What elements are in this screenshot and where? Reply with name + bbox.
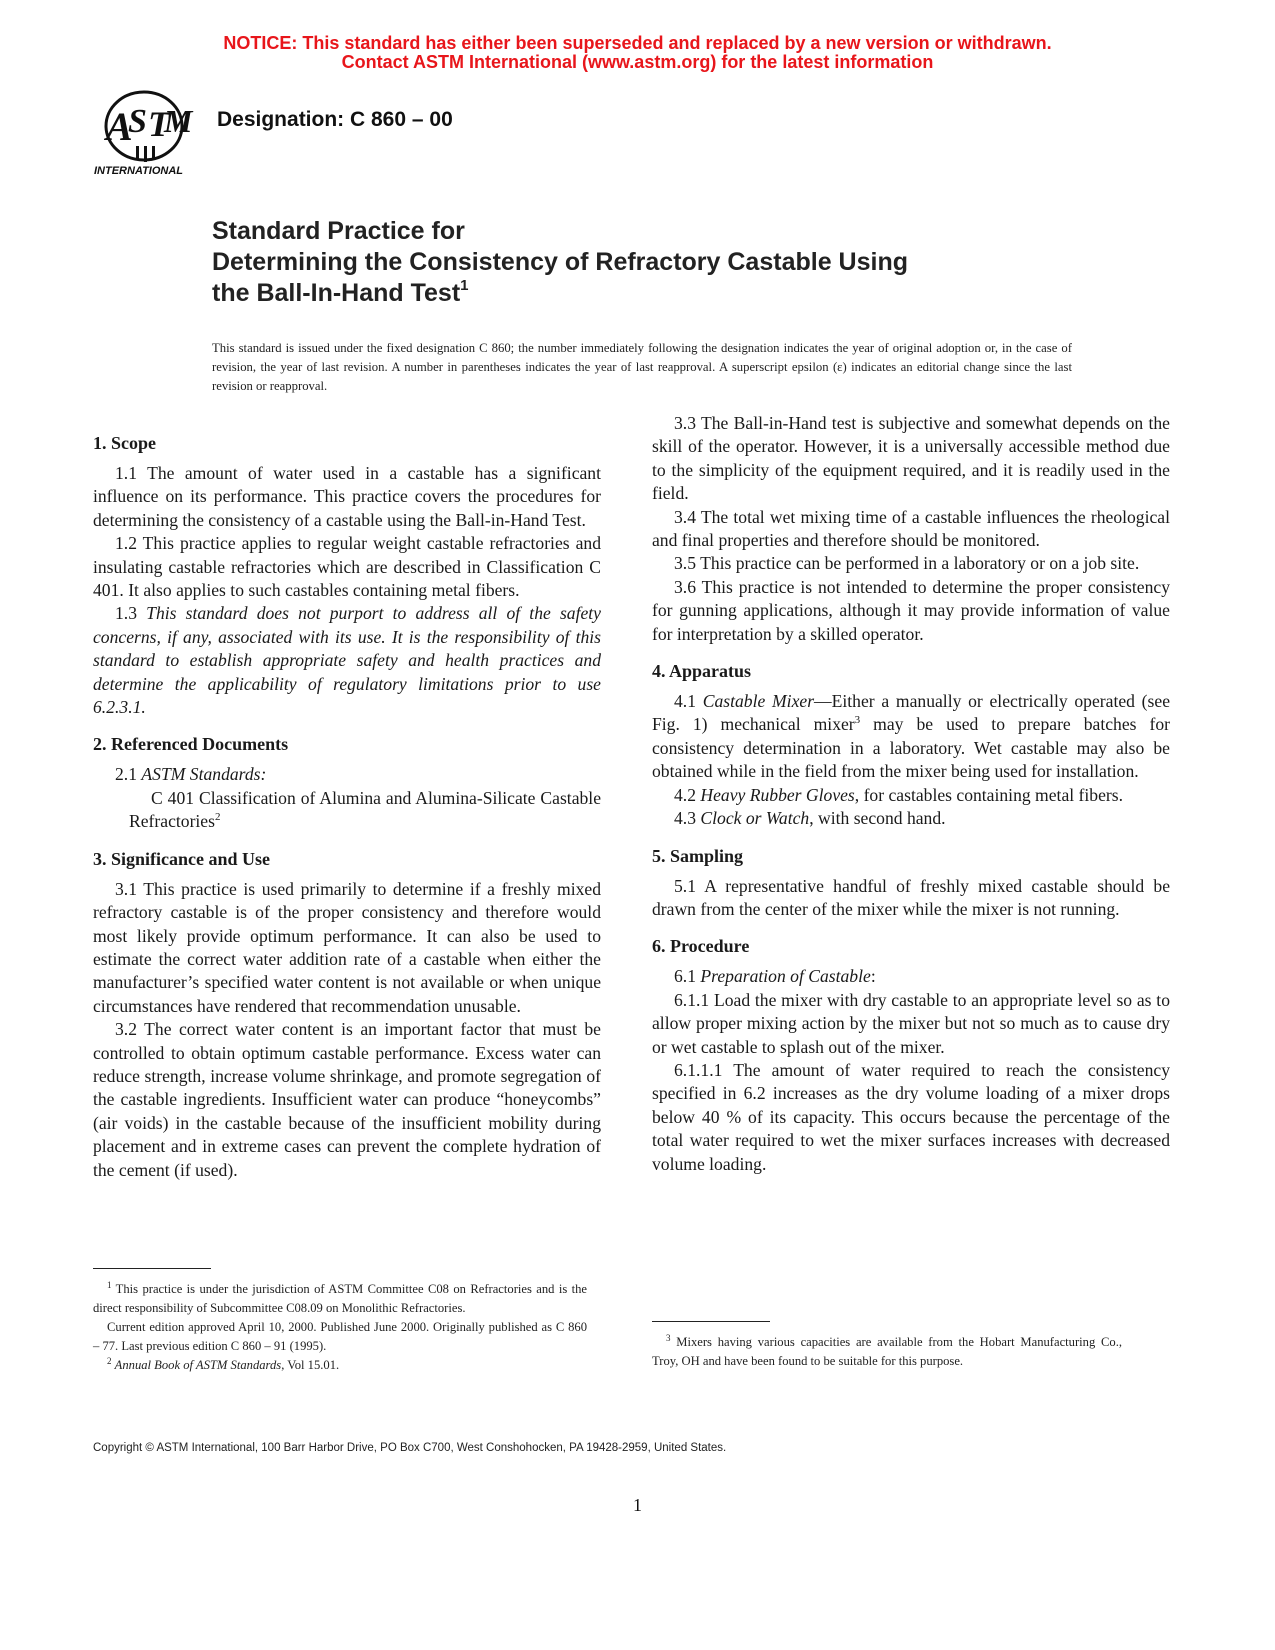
- left-column: [93, 432, 601, 1196]
- issuance-statement: This standard is issued under the fixed designation C 860; the number immediately following the designation indicates the year of original adoption or, in the case of revision, the year of last revision. A number in parentheses indicates the year of last reapproval. A superscript epsilon (ε) indicates an editorial change since the last revision or reapproval.: [212, 341, 1072, 393]
- paragraph-1-2: 1.2 This practice applies to regular weight castable refractories and insulating castable refractories which are described in Classification C 401. It also applies to such castables containing metal fibers.: [93, 533, 601, 601]
- footnote-rule: [652, 1321, 770, 1322]
- section-heading: 5. Sampling: [652, 845, 744, 866]
- para-text: , for castables containing metal fibers.: [854, 784, 1123, 805]
- footnote-2: [93, 1356, 587, 1375]
- footnote-number: 2: [107, 1355, 112, 1366]
- para-number: 4.3: [674, 808, 696, 829]
- term: Clock or Watch: [700, 808, 810, 829]
- designation: Designation: C 860 – 00: [217, 108, 453, 131]
- title-line-3-text: the Ball-In-Hand Test: [212, 279, 461, 307]
- section-apparatus: [652, 660, 1170, 830]
- right-column: [652, 412, 1170, 1190]
- section-heading: 2. Referenced Documents: [93, 734, 289, 755]
- section-significance-cont: [652, 412, 1170, 646]
- footnotes-right: [652, 1333, 1122, 1371]
- paragraph-6-1-1: 6.1.1 Load the mixer with dry castable to an appropriate level so as to allow proper mixing action by the mixer but not so much as to cause dry or wet castable to splash out of the mixer.: [652, 989, 1170, 1057]
- footnote-number: 1: [107, 1279, 112, 1290]
- paragraph-3-3: 3.3 The Ball-in-Hand test is subjective and somewhat depends on the skill of the operator. However, it is a universally accessible method due to the simplicity of the equipment required, and it is readily used in the field.: [652, 413, 1170, 504]
- svg-text:S: S: [128, 103, 147, 140]
- title-line-1: Standard Practice for: [212, 217, 465, 245]
- paragraph-3-1: 3.1 This practice is used primarily to determine if a freshly mixed refractory castable is of the proper consistency and therefore would most likely provide optimum performance. It can also be used to estimate the correct water addition rate of a castable when either the manufacturer’s specified water content is not available or when unique circumstances have rendered that recommendation unusable.: [93, 878, 601, 1016]
- paragraph-6-1-1-1: 6.1.1.1 The amount of water required to reach the consistency specified in 6.2 increases as the dry volume loading of a mixer drops below 40 % of its capacity. This occurs because the percentage of the total water required to wet the mixer surfaces increases with decreased volume loading.: [652, 1059, 1170, 1174]
- copyright-notice: Copyright © ASTM International, 100 Barr Harbor Drive, PO Box C700, West Conshohocken, PA 19428-2959, United States.: [93, 1442, 727, 1454]
- paragraph-6-1: [652, 965, 1170, 988]
- section-heading: 1. Scope: [93, 433, 156, 453]
- paragraph-2-1: [93, 763, 601, 786]
- page-number: 1: [633, 1495, 642, 1515]
- para-text: may be used to prepare batches for consistency determination in a laboratory. Wet castable may also be obtained while in the field from the mixer being used for installation.: [652, 714, 1171, 782]
- paragraph-3-4: 3.4 The total wet mixing time of a castable influences the rheological and final properties and therefore should be monitored.: [652, 506, 1170, 551]
- section-heading: 6. Procedure: [652, 936, 750, 957]
- svg-text:T: T: [148, 104, 170, 144]
- para-number: 4.2: [674, 784, 696, 805]
- astm-standards-label: ASTM Standards:: [141, 764, 267, 785]
- para-text: , with second hand.: [809, 808, 946, 829]
- footnote-ref: 3: [854, 714, 861, 727]
- footnote-text: Mixers having various capacities are available from the Hobart Manufacturing Co., Troy, OH and have been found to be suitable for this purpose.: [652, 1335, 1122, 1368]
- term: Castable Mixer: [702, 691, 815, 712]
- footnote-1-edition: Current edition approved April 10, 2000. Published June 2000. Originally published as C 860 – 77. Last previous edition C 860 – 91 (1995).: [93, 1320, 587, 1353]
- para-text: :: [870, 966, 876, 987]
- astm-international-logo: [92, 86, 200, 182]
- footnotes-left: [93, 1280, 587, 1375]
- para-number: 6.1: [674, 966, 696, 987]
- paragraph-4-2: [652, 784, 1170, 807]
- reference-text: C 401 Classification of Alumina and Alumina-Silicate Castable Refractories: [129, 787, 601, 832]
- para-number: 2.1: [115, 764, 137, 785]
- reference-entry-c401: [93, 787, 601, 834]
- para-number: 4.1: [674, 691, 696, 712]
- section-heading: 3. Significance and Use: [93, 848, 271, 869]
- svg-text:A: A: [106, 104, 133, 149]
- paragraph-3-5: 3.5 This practice can be performed in a laboratory or on a job site.: [674, 553, 1140, 574]
- title-line-3: [212, 278, 1112, 309]
- footnote-number: 3: [666, 1332, 671, 1343]
- paragraph-1-1: 1.1 The amount of water used in a castable has a significant influence on its performance. This practice covers the procedures for determining the consistency of a castable using the Ball-in-Hand Test.: [93, 463, 601, 530]
- safety-statement: This standard does not purport to address all of the safety concerns, if any, associated with its use. It is the responsibility of this standard to establish appropriate safety and health practices and determine the applicability of regulatory limitations prior to use 6.2.3.1.: [93, 603, 601, 718]
- section-heading: 4. Apparatus: [652, 661, 752, 682]
- term: Heavy Rubber Gloves: [700, 784, 855, 805]
- footnote-3: [652, 1333, 1122, 1371]
- paragraph-1-3: [93, 602, 601, 719]
- paragraph-5-1: 5.1 A representative handful of freshly mixed castable should be drawn from the center of the mixer while the mixer is not running.: [652, 875, 1170, 919]
- logo-text: INTERNATIONAL: [94, 165, 184, 177]
- notice-line-2: Contact ASTM International (www.astm.org) for the latest information: [341, 52, 934, 72]
- paragraph-4-3: [652, 807, 1170, 830]
- footnote-text: , Vol 15.01.: [281, 1358, 340, 1372]
- term: Preparation of Castable: [700, 966, 871, 987]
- footnote-text: This practice is under the jurisdiction of ASTM Committee C08 on Refractories and is the direct responsibility of Subcommittee C08.09 on Monolithic Refractories.: [93, 1282, 588, 1315]
- footnote-term: Annual Book of ASTM Standards: [114, 1358, 282, 1372]
- section-referenced-documents: [93, 733, 601, 833]
- footnote-ref: 2: [214, 811, 221, 824]
- paragraph-4-1: [652, 690, 1170, 784]
- paragraph-3-6: 3.6 This practice is not intended to determine the proper consistency for gunning applications, although it may provide information of value for interpretation by a skilled operator.: [652, 576, 1170, 644]
- document-title: [212, 216, 1112, 309]
- notice-banner: [0, 34, 1275, 72]
- para-text: —Either a manually or electrically operated (see Fig. 1) mechanical mixer: [652, 691, 1170, 735]
- footnote-1: [93, 1280, 587, 1318]
- paragraph-3-2: 3.2 The correct water content is an important factor that must be controlled to obtain optimum castable performance. Excess water can reduce strength, increase volume shrinkage, and promote segregation of the castable ingredients. Insufficient water can produce “honeycombs” (air voids) in the castable because of the insufficient mobility during placement and in extreme cases can prevent the complete hydration of the cement (if used).: [93, 1019, 601, 1180]
- svg-text:M: M: [164, 103, 193, 139]
- section-procedure: [652, 935, 1170, 1176]
- footnote-rule: [93, 1268, 211, 1269]
- para-number: 1.3: [115, 603, 137, 624]
- title-line-2: Determining the Consistency of Refractory Castable Using: [212, 248, 908, 276]
- section-sampling: [652, 845, 1170, 922]
- title-footnote-ref: 1: [460, 276, 469, 294]
- astm-logo-icon: [92, 86, 200, 182]
- section-significance: [93, 848, 601, 1182]
- notice-line-1: NOTICE: This standard has either been superseded and replaced by a new version or withdrawn.: [223, 33, 1052, 53]
- section-scope: [93, 432, 601, 719]
